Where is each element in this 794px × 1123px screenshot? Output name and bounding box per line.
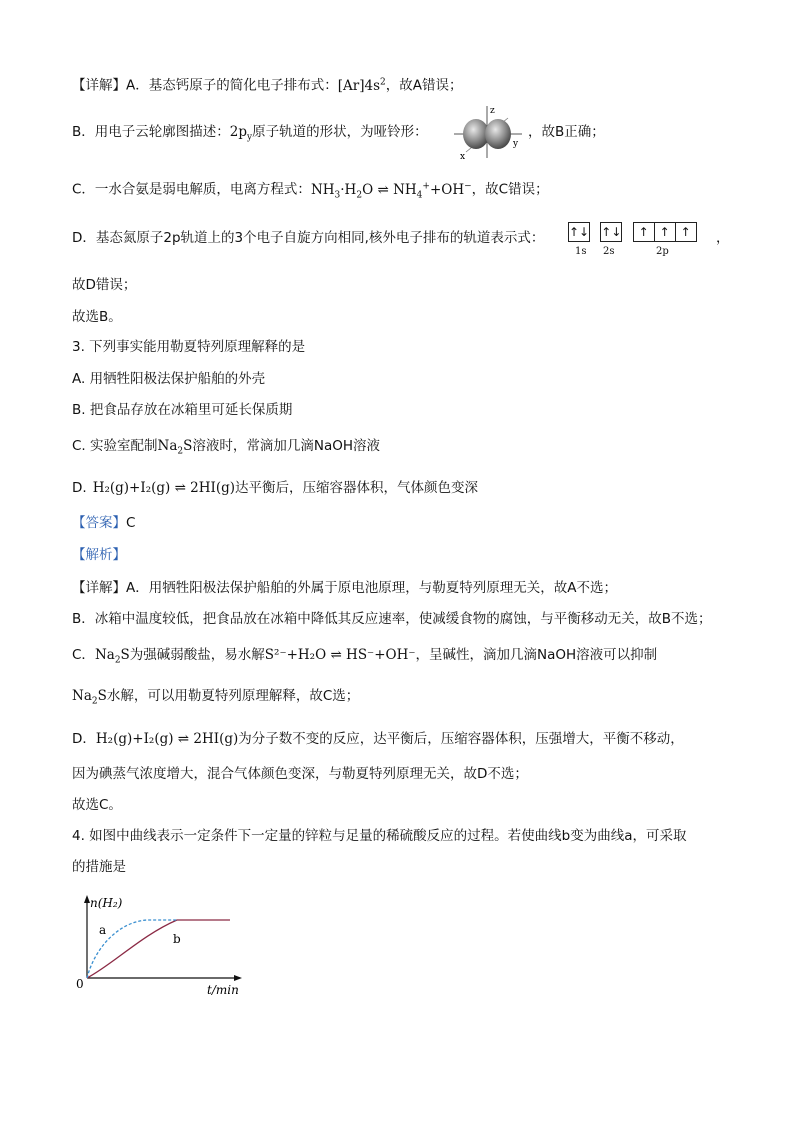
detail-c-prefix: C．一水合氨是弱电解质，电离方程式： <box>72 181 311 198</box>
detail-c-suffix: ，故C错误； <box>471 181 549 198</box>
detail-a-line <box>72 72 463 96</box>
q3-explanation-c: C．$Na_2S$为强碱弱酸盐，易水解S²⁻+H₂O ⇌ HS⁻+OH⁻，呈碱性，滴加几滴NaOH溶液可以抑制 <box>72 647 658 666</box>
ionization-equation: $NH_3\cdot H_2O$ ⇌ $NH_4^++OH^-$ <box>310 181 472 201</box>
detail-b-suffix: ，故B正确； <box>528 124 605 140</box>
hydrolysis-equation: S²⁻+H₂O ⇌ HS⁻+OH⁻ <box>264 647 416 663</box>
na2s-formula-3: $Na_2S$ <box>72 688 107 707</box>
detail-d-trail: ， <box>716 230 730 246</box>
detail-d-text: D．基态氮原子2p轨道上的3个电子自旋方向相同,核外电子排布的轨道表示式： <box>72 230 545 246</box>
hydrogen-graph <box>72 890 252 1000</box>
detail-a-prefix: A．基态钙原子的简化电子排布式： <box>126 77 338 94</box>
orbital-lobe-right <box>485 119 511 149</box>
orbital-box-2p-3: ↑ <box>676 222 697 242</box>
answer-value: C <box>126 515 136 531</box>
detail-b-line <box>72 122 428 148</box>
q3-option-d: D. H₂(g)+I₂(g) ⇌ 2HI(g)达平衡后，压缩容器体积，气体颜色变深 <box>72 480 479 496</box>
q3-answer <box>72 513 135 533</box>
na2s-formula-2: $Na_2S$ <box>94 647 130 666</box>
dumbbell-orbital-image <box>450 104 524 162</box>
orbital-box-2p-1: ↑ <box>633 222 655 242</box>
curve-a-label: a <box>99 923 107 937</box>
x-axis-arrow <box>234 975 242 981</box>
hi-equilibrium-equation-2: H₂(g)+I₂(g) ⇌ 2HI(g) <box>95 731 239 747</box>
orbital-symbol: $2p_y$ <box>229 124 253 143</box>
q4-stem-line1: 4. 如图中曲线表示一定条件下一定量的锌粒与足量的稀硫酸反应的过程。若使曲线b变为曲线a，可采取 <box>72 828 687 844</box>
orbital-box-2s: ↑↓ <box>600 222 622 242</box>
q3-explanation-c-line2: $Na_2S$水解，可以用勒夏特列原理解释，故C选； <box>72 688 360 707</box>
q4-stem-line2: 的措施是 <box>72 859 126 875</box>
origin-label: 0 <box>76 977 84 991</box>
label-2s: 2s <box>603 246 615 257</box>
q3-explanation-d: D．H₂(g)+I₂(g) ⇌ 2HI(g)为分子数不变的反应，达平衡后，压缩容器体积，压强增大，平衡不移动， <box>72 731 684 747</box>
q3-option-a: A. 用牺牲阳极法保护船舶的外壳 <box>72 371 266 387</box>
x-axis-label: t/min <box>207 983 239 997</box>
curve-b-label: b <box>173 932 181 946</box>
axis-z-label: z <box>490 106 495 116</box>
axis-x-label: x <box>460 152 466 162</box>
hi-equilibrium-equation: H₂(g)+I₂(g) ⇌ 2HI(g) <box>92 480 236 496</box>
choose-c: 故选C。 <box>72 797 122 813</box>
q3-explanation-d-line2: 因为碘蒸气浓度增大，混合气体颜色变深，与勒夏特列原理无关，故D不选； <box>72 766 528 782</box>
q3-explanation-b: B．冰箱中温度较低，把食品放在冰箱中降低其反应速率，使减缓食物的腐蚀，与平衡移动无关，故B不选； <box>72 611 712 627</box>
q3-explanation-a: 【详解】A．用牺牲阳极法保护船舶的外属于原电池原理，与勒夏特列原理无关，故A不选； <box>72 580 617 596</box>
y-axis-label: n(H₂) <box>90 896 123 910</box>
label-1s: 1s <box>575 246 587 257</box>
label-2p: 2p <box>656 246 669 257</box>
detail-c-line <box>72 176 549 205</box>
axis-y-label: y <box>513 139 519 149</box>
analysis-tag: 【解析】 <box>72 547 126 563</box>
orbital-diagram <box>568 222 697 242</box>
q3-stem: 3. 下列事实能用勒夏特列原理解释的是 <box>72 339 306 355</box>
curve-b <box>87 920 230 978</box>
detail-a-suffix: ，故A错误； <box>385 77 463 94</box>
detail-d-line2: 故D错误； <box>72 277 137 293</box>
detail-d-line <box>72 228 544 248</box>
electron-config: $[Ar]4s^2$ <box>337 77 386 94</box>
orbital-box-2p-2: ↑ <box>655 222 676 242</box>
choose-b: 故选B。 <box>72 309 122 325</box>
q3-option-b: B. 把食品存放在冰箱里可延长保质期 <box>72 402 293 418</box>
detail-b-middle: 原子轨道的形状，为哑铃形： <box>252 124 428 140</box>
q3-option-c: C. 实验室配制$Na_2S$溶液时，常滴加几滴NaOH溶液 <box>72 438 381 457</box>
na2s-formula: $Na_2S$ <box>157 438 193 457</box>
orbital-box-1s: ↑↓ <box>568 222 590 242</box>
detail-b-prefix: B．用电子云轮廓图描述： <box>72 124 230 140</box>
detail-tag: 【详解】 <box>72 77 126 94</box>
answer-tag: 【答案】 <box>72 515 126 531</box>
